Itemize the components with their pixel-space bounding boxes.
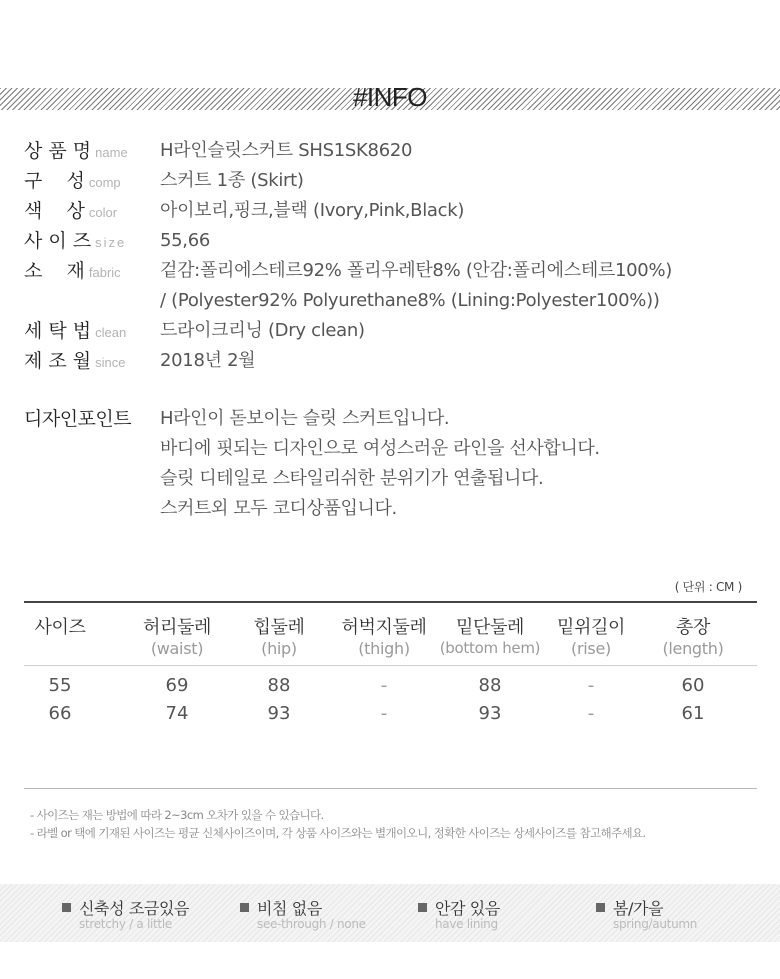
design-description <box>160 406 600 526</box>
feature-label: 비침 없음 <box>257 899 322 918</box>
spec-label: 세 탁 법 <box>24 320 92 342</box>
feature-label-en: spring/autumn <box>613 917 698 931</box>
table-cell: 93 <box>267 703 291 724</box>
feature-label: 봄/가을 <box>613 899 664 918</box>
column-header-en: (hip) <box>261 639 297 658</box>
spec-label-en: size <box>95 235 127 250</box>
column-header-en: (length) <box>662 639 724 658</box>
spec-label-en: color <box>88 205 118 220</box>
spec-label: 색 상 <box>24 200 85 222</box>
spec-row-color <box>24 198 764 228</box>
spec-label: 제 조 월 <box>24 350 92 372</box>
size-table <box>24 601 757 789</box>
spec-value: 겉감:폴리에스테르92% 폴리우레탄8% (안감:폴리에스테르100%) <box>160 260 672 281</box>
spec-row-name <box>24 138 764 168</box>
table-cell: 61 <box>681 703 705 724</box>
feature-lining <box>418 896 500 931</box>
spec-value: 2018년 2월 <box>160 350 256 371</box>
spec-label: 상 품 명 <box>24 140 92 162</box>
spec-label-en: clean <box>95 325 127 340</box>
product-spec <box>24 138 764 378</box>
spec-value-line2: / (Polyester92% Polyurethane8% (Lining:Polyester100%)) <box>160 290 660 311</box>
table-cell: 55 <box>48 675 72 696</box>
note-line: - 사이즈는 재는 방법에 따라 2~3cm 오차가 있을 수 있습니다. <box>30 808 324 822</box>
square-bullet-icon <box>418 903 427 912</box>
size-notes <box>30 806 646 842</box>
spec-row-clean <box>24 318 764 348</box>
square-bullet-icon <box>62 903 71 912</box>
design-line: 바디에 핏되는 디자인으로 여성스러운 라인을 선사합니다. <box>160 438 600 459</box>
feature-label-en: have lining <box>435 917 498 931</box>
table-cell: 88 <box>267 675 291 696</box>
feature-label: 안감 있음 <box>435 899 500 918</box>
feature-bar <box>0 884 780 942</box>
design-label: 디자인포인트 <box>24 408 132 430</box>
info-title: #INFO <box>352 82 428 112</box>
column-header-en: (thigh) <box>358 639 410 658</box>
column-header: 허벅지둘레 <box>341 617 427 638</box>
spec-row-comp <box>24 168 764 198</box>
spec-row-size <box>24 228 764 258</box>
feature-stretch <box>62 896 189 931</box>
column-header-en: (waist) <box>150 639 204 658</box>
design-line: 스커트외 모두 코디상품입니다. <box>160 498 397 519</box>
size-unit: ( 단위 : CM ) <box>674 580 742 594</box>
spec-label: 소 재 <box>24 260 85 282</box>
spec-value: 스커트 1종 (Skirt) <box>160 170 304 191</box>
table-cell: - <box>380 703 388 724</box>
spec-label-en: name <box>95 145 128 160</box>
feature-see-through <box>240 896 366 931</box>
info-banner <box>0 82 780 112</box>
spec-label-en: fabric <box>88 265 121 280</box>
design-line: 슬릿 디테일로 스타일리쉬한 분위기가 연출됩니다. <box>160 468 544 489</box>
feature-season <box>596 896 697 931</box>
feature-label: 신축성 조금있음 <box>79 899 190 918</box>
table-cell: 74 <box>165 703 189 724</box>
size-table-header <box>24 603 757 665</box>
column-header-en: (bottom hem) <box>439 639 541 657</box>
feature-label-en: stretchy / a little <box>79 917 172 931</box>
feature-label-en: see-through / none <box>257 917 366 931</box>
note-line: - 라벨 or 택에 기재된 사이즈는 평균 신체사이즈이며, 각 상품 사이즈와는 별개이오니, 정확한 사이즈는 상세사이즈를 참고해주세요. <box>30 826 646 840</box>
square-bullet-icon <box>240 903 249 912</box>
column-header: 사이즈 <box>34 617 86 638</box>
spec-label-en: comp <box>88 175 121 190</box>
square-bullet-icon <box>596 903 605 912</box>
table-cell: - <box>587 703 595 724</box>
column-header: 허리둘레 <box>143 617 211 638</box>
table-row <box>24 700 757 728</box>
size-table-body <box>24 666 757 788</box>
divider <box>24 788 757 789</box>
column-header: 밑단둘레 <box>456 617 524 638</box>
spec-row-fabric <box>24 258 764 318</box>
table-cell: 60 <box>681 675 705 696</box>
spec-value: H라인슬릿스커트 SHS1SK8620 <box>160 140 413 161</box>
spec-label: 사 이 즈 <box>24 230 92 252</box>
spec-value: 55,66 <box>160 230 211 251</box>
table-cell: 88 <box>478 675 502 696</box>
spec-row-since <box>24 348 764 378</box>
column-header: 힙둘레 <box>253 617 305 638</box>
table-cell: 66 <box>48 703 72 724</box>
table-row <box>24 672 757 700</box>
column-header: 총장 <box>676 617 710 638</box>
column-header-en: (rise) <box>571 639 611 658</box>
table-cell: 69 <box>165 675 189 696</box>
spec-label: 구 성 <box>24 170 85 192</box>
spec-value: 아이보리,핑크,블랙 (Ivory,Pink,Black) <box>160 200 465 221</box>
design-line: H라인이 돋보이는 슬릿 스커트입니다. <box>160 408 450 429</box>
column-header: 밑위길이 <box>557 617 625 638</box>
spec-label-en: since <box>95 355 126 370</box>
table-cell: 93 <box>478 703 502 724</box>
table-cell: - <box>380 675 388 696</box>
spec-value: 드라이크리닝 (Dry clean) <box>160 320 365 341</box>
table-cell: - <box>587 675 595 696</box>
